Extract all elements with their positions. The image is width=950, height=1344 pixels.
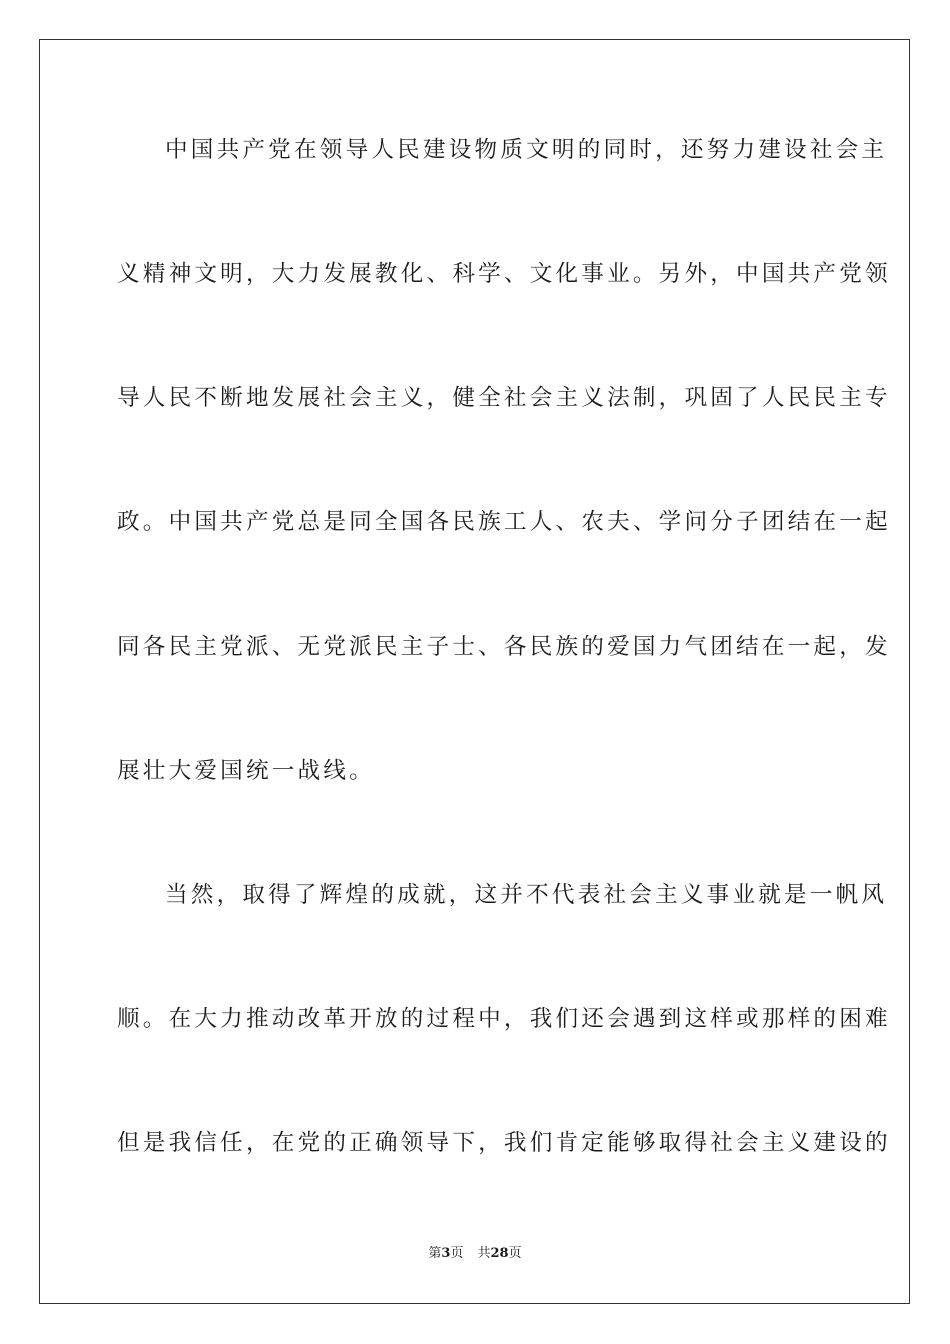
total-suffix: 页 xyxy=(508,1246,522,1261)
text-line: 同各民主党派、无党派民主子士、各民族的爱国力气团结在一起，发 xyxy=(117,634,891,660)
text-line: 中国共产党在领导人民建设物质文明的同时，还努力建设社会主 xyxy=(165,137,888,163)
total-pages: 28 xyxy=(490,1246,509,1261)
text-line: 义精神文明，大力发展教化、科学、文化事业。另外，中国共产党领 xyxy=(117,261,891,287)
text-line: 展壮大爱国统一战线。 xyxy=(117,758,375,784)
text-line: 但是我信任，在党的正确领导下，我们肯定能够取得社会主义建设的 xyxy=(117,1130,891,1156)
page-footer xyxy=(0,1245,950,1263)
page-border xyxy=(39,39,910,1304)
text-line: 顺。在大力推动改革开放的过程中，我们还会遇到这样或那样的困难 xyxy=(117,1006,891,1032)
page-prefix: 第 xyxy=(428,1246,442,1261)
total-prefix: 共 xyxy=(477,1246,491,1261)
page-number: 3 xyxy=(441,1246,451,1261)
text-line: 当然，取得了辉煌的成就，这并不代表社会主义事业就是一帆风 xyxy=(165,882,888,908)
text-line: 政。中国共产党总是同全国各民族工人、农夫、学问分子团结在一起 xyxy=(117,509,891,535)
text-line: 导人民不断地发展社会主义，健全社会主义法制，巩固了人民民主专 xyxy=(117,385,891,411)
page-suffix: 页 xyxy=(450,1246,464,1261)
